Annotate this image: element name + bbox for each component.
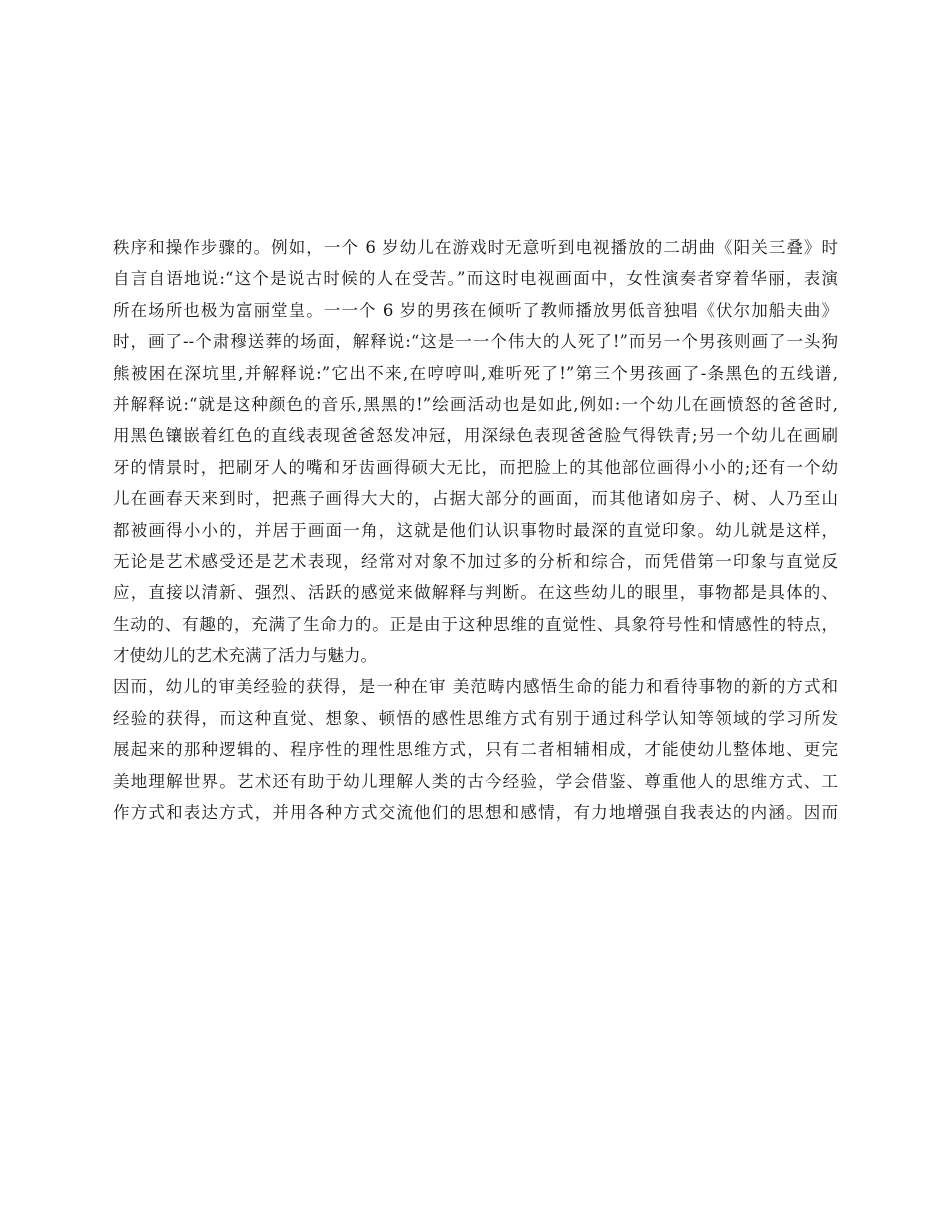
text-line: 经验的获得，而这种直觉、想象、顿悟的感性思维方式有别于通过科学认知等领域的学习所发: [113, 708, 838, 728]
text-line: 都被画得小小的，并居于画面一角，这就是他们认识事物时最深的直觉印象。幼儿就是这样，: [113, 520, 838, 540]
text-line: 牙的情景时，把刷牙人的嘴和牙齿画得硕大无比，而把脸上的其他部位画得小小的;还有一个幼: [113, 457, 838, 477]
text-line: 时，画了--个肃穆送葬的场面，解释说:“这是一一个伟大的人死了!”而另一个男孩则画了一头狗: [113, 332, 838, 352]
text-line: 自言自语地说:“这个是说古时候的人在受苦。”而这时电视画面中，女性演奏者穿着华丽，表演: [113, 269, 838, 289]
text-line: 所在场所也极为富丽堂皇。一一个 6 岁的男孩在倾听了教师播放男低音独唱《伏尔加船夫曲》: [113, 300, 838, 320]
paragraph-2: [113, 671, 838, 828]
text-line: 生动的、有趣的，充满了生命力的。正是由于这种思维的直觉性、具象符号性和情感性的特点，: [113, 614, 838, 634]
text-line: 应，直接以清新、强烈、活跃的感觉来做解释与判断。在这些幼儿的眼里，事物都是具体的、: [113, 583, 838, 603]
text-line: 并解释说:“就是这种颜色的音乐,黑黑的!”绘画活动也是如此,例如:一个幼儿在画愤怒的爸爸时,: [113, 394, 838, 414]
text-line: 美地理解世界。艺术还有助于幼儿理解人类的古今经验，学会借鉴、尊重他人的思维方式、工: [113, 771, 838, 791]
text-line: 无论是艺术感受还是艺术表现，经常对对象不加过多的分析和综合，而凭借第一印象与直觉反: [113, 551, 838, 571]
text-line: 秩序和操作步骤的。例如，一个 6 岁幼儿在游戏时无意听到电视播放的二胡曲《阳关三叠》时: [113, 238, 838, 257]
paragraph-1: [113, 232, 838, 671]
text-line: 儿在画春天来到时，把燕子画得大大的，占据大部分的画面，而其他诸如房子、树、人乃至山: [113, 489, 838, 509]
text-line: 展起来的那种逻辑的、程序性的理性思维方式，只有二者相辅相成，才能使幼儿整体地、更完: [113, 740, 838, 760]
text-line: 作方式和表达方式，并用各种方式交流他们的思想和感情，有力地增强自我表达的内涵。因而: [113, 803, 838, 823]
text-line: 用黑色镶嵌着红色的直线表现爸爸怒发冲冠，用深绿色表现爸爸脸气得铁青;另一个幼儿在画刷: [113, 426, 838, 446]
text-line: 才使幼儿的艺术充满了活力与魅力。: [113, 646, 377, 666]
text-line: 熊被困在深坑里,并解释说:”它出不来,在哼哼叫,难听死了!”第三个男孩画了-条黑色的五线谱,: [113, 363, 838, 383]
text-line: 因而，幼儿的审美经验的获得，是一种在审 美范畴内感悟生命的能力和看待事物的新的方式和: [113, 677, 838, 697]
body-text: [113, 232, 838, 828]
